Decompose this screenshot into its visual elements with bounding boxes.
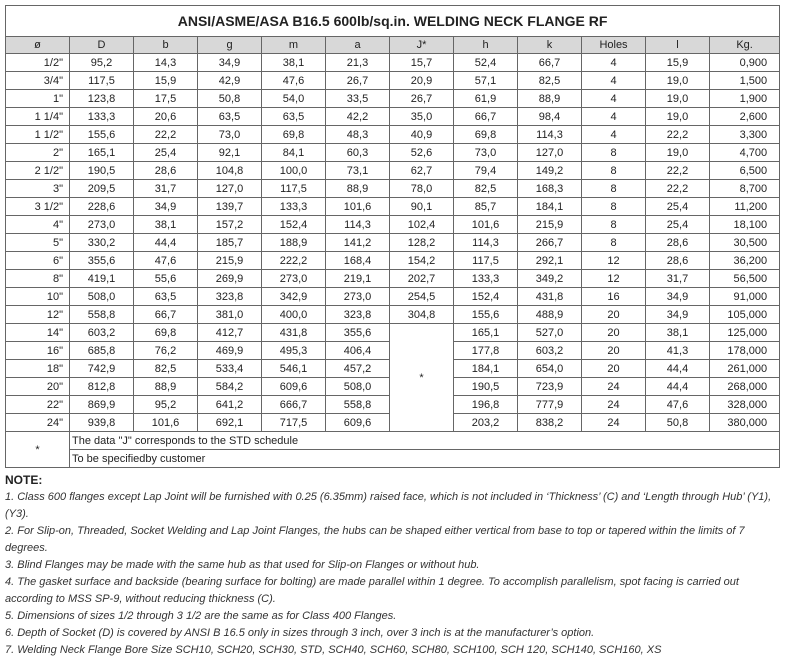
table-cell: 50,8 <box>646 414 710 432</box>
table-cell: 114,3 <box>454 234 518 252</box>
table-cell: 34,9 <box>134 198 198 216</box>
table-cell: 219,1 <box>326 270 390 288</box>
table-row <box>6 324 780 342</box>
table-cell: 641,2 <box>198 396 262 414</box>
table-cell: 127,0 <box>198 180 262 198</box>
table-cell: 558,8 <box>70 306 134 324</box>
note-6: 6. Depth of Socket (D) is covered by ANSI B 16.5 only in sizes through 3 inch, over 3 inch is at the manufacturer’s option. <box>5 627 595 639</box>
table-row <box>6 90 780 108</box>
column-header: m <box>262 37 326 54</box>
table-cell: 30,500 <box>710 234 780 252</box>
table-cell: 102,4 <box>390 216 454 234</box>
column-header: D <box>70 37 134 54</box>
table-cell: 457,2 <box>326 360 390 378</box>
table-cell: 42,9 <box>198 72 262 90</box>
table-cell: 95,2 <box>70 54 134 72</box>
table-cell: 742,9 <box>70 360 134 378</box>
table-cell: 133,3 <box>262 198 326 216</box>
table-cell: 28,6 <box>646 234 710 252</box>
table-cell: 431,8 <box>518 288 582 306</box>
table-cell: 527,0 <box>518 324 582 342</box>
table-cell: 52,4 <box>454 54 518 72</box>
table-cell: 777,9 <box>518 396 582 414</box>
table-cell: 2 1/2" <box>6 162 70 180</box>
table-cell: 69,8 <box>454 126 518 144</box>
column-header: l <box>646 37 710 54</box>
table-cell: 4,700 <box>710 144 780 162</box>
table-cell: 215,9 <box>198 252 262 270</box>
table-cell: 56,500 <box>710 270 780 288</box>
table-row <box>6 198 780 216</box>
table-cell: 3/4" <box>6 72 70 90</box>
table-cell: 266,7 <box>518 234 582 252</box>
table-cell: 90,1 <box>390 198 454 216</box>
table-cell: 203,2 <box>454 414 518 432</box>
table-cell: 44,4 <box>134 234 198 252</box>
table-cell: 209,5 <box>70 180 134 198</box>
table-cell: 50,8 <box>198 90 262 108</box>
table-cell: 157,2 <box>198 216 262 234</box>
table-row <box>6 162 780 180</box>
table-cell: 41,3 <box>646 342 710 360</box>
table-cell: 4 <box>582 108 646 126</box>
table-cell: 152,4 <box>262 216 326 234</box>
table-cell: 558,8 <box>326 396 390 414</box>
column-header: g <box>198 37 262 54</box>
table-footnote <box>6 432 780 468</box>
table-cell: 38,1 <box>262 54 326 72</box>
table-cell: 63,5 <box>198 108 262 126</box>
table-cell: 419,1 <box>70 270 134 288</box>
table-cell: 12" <box>6 306 70 324</box>
table-cell: 292,1 <box>518 252 582 270</box>
table-cell: 723,9 <box>518 378 582 396</box>
table-cell: 8,700 <box>710 180 780 198</box>
table-cell: 34,9 <box>646 306 710 324</box>
table-cell: 16 <box>582 288 646 306</box>
table-cell: 400,0 <box>262 306 326 324</box>
table-cell: 38,1 <box>134 216 198 234</box>
table-cell: 18" <box>6 360 70 378</box>
table-cell: 20,6 <box>134 108 198 126</box>
table-cell: 31,7 <box>646 270 710 288</box>
table-cell: 14,3 <box>134 54 198 72</box>
table-cell: 73,0 <box>198 126 262 144</box>
table-cell: 141,2 <box>326 234 390 252</box>
table-cell: 28,6 <box>134 162 198 180</box>
table-cell: 52,6 <box>390 144 454 162</box>
table-cell: 939,8 <box>70 414 134 432</box>
table-cell: 88,9 <box>518 90 582 108</box>
table-cell: 24 <box>582 396 646 414</box>
table-cell: 78,0 <box>390 180 454 198</box>
table-cell: 85,7 <box>454 198 518 216</box>
table-cell: 79,4 <box>454 162 518 180</box>
table-cell: 24 <box>582 378 646 396</box>
table-cell: 48,3 <box>326 126 390 144</box>
table-cell: 20" <box>6 378 70 396</box>
table-cell: 838,2 <box>518 414 582 432</box>
table-cell: 15,9 <box>134 72 198 90</box>
table-cell: 47,6 <box>134 252 198 270</box>
table-cell: 412,7 <box>198 324 262 342</box>
table-cell: 34,9 <box>198 54 262 72</box>
table-cell: 4 <box>582 72 646 90</box>
table-cell: 869,9 <box>70 396 134 414</box>
table-cell: 3" <box>6 180 70 198</box>
table-cell: 349,2 <box>518 270 582 288</box>
table-cell: 44,4 <box>646 360 710 378</box>
table-cell: 82,5 <box>454 180 518 198</box>
table-cell: 469,9 <box>198 342 262 360</box>
table-cell: 355,6 <box>70 252 134 270</box>
table-cell: 26,7 <box>390 90 454 108</box>
column-header: h <box>454 37 518 54</box>
table-cell: 38,1 <box>646 324 710 342</box>
table-cell: 128,2 <box>390 234 454 252</box>
table-cell: 100,0 <box>262 162 326 180</box>
table-cell: 273,0 <box>326 288 390 306</box>
table-cell: 40,9 <box>390 126 454 144</box>
table-cell: 69,8 <box>262 126 326 144</box>
table-cell: 66,7 <box>454 108 518 126</box>
table-cell: 101,6 <box>326 198 390 216</box>
column-header: k <box>518 37 582 54</box>
table-cell: 1 1/2" <box>6 126 70 144</box>
table-cell: 88,9 <box>134 378 198 396</box>
table-cell: 165,1 <box>70 144 134 162</box>
table-cell: 47,6 <box>646 396 710 414</box>
table-row <box>6 306 780 324</box>
table-cell: 1" <box>6 90 70 108</box>
table-cell: 22" <box>6 396 70 414</box>
table-cell: 178,000 <box>710 342 780 360</box>
table-cell: 139,7 <box>198 198 262 216</box>
table-cell: 508,0 <box>326 378 390 396</box>
table-cell: 11,200 <box>710 198 780 216</box>
note-5: 5. Dimensions of sizes 1/2 through 3 1/2 are the same as for Class 400 Flanges. <box>5 610 397 622</box>
column-header: Holes <box>582 37 646 54</box>
flange-dimensions-table <box>5 5 780 468</box>
table-cell: 584,2 <box>198 378 262 396</box>
table-cell: 133,3 <box>454 270 518 288</box>
table-cell: 15,9 <box>646 54 710 72</box>
table-cell: 117,5 <box>262 180 326 198</box>
table-cell: 431,8 <box>262 324 326 342</box>
table-cell: 55,6 <box>134 270 198 288</box>
table-cell: 33,5 <box>326 90 390 108</box>
table-cell: 188,9 <box>262 234 326 252</box>
table-cell: 185,7 <box>198 234 262 252</box>
table-cell: 19,0 <box>646 72 710 90</box>
table-cell: 685,8 <box>70 342 134 360</box>
table-cell: 24 <box>582 414 646 432</box>
note-7: 7. Welding Neck Flange Bore Size SCH10, SCH20, SCH30, STD, SCH40, SCH60, SCH80, SCH100, SCH 120, SCH140, SCH160, XS <box>5 644 662 656</box>
table-cell: 25,4 <box>646 216 710 234</box>
table-cell: 60,3 <box>326 144 390 162</box>
table-cell: 261,000 <box>710 360 780 378</box>
notes-title: NOTE: <box>5 473 43 487</box>
table-cell: 36,200 <box>710 252 780 270</box>
table-cell: 323,8 <box>326 306 390 324</box>
table-cell: 105,000 <box>710 306 780 324</box>
table-cell: 177,8 <box>454 342 518 360</box>
table-cell: 268,000 <box>710 378 780 396</box>
table-cell: 155,6 <box>70 126 134 144</box>
table-cell: 20 <box>582 342 646 360</box>
table-cell: 196,8 <box>454 396 518 414</box>
table-cell: 91,000 <box>710 288 780 306</box>
table-cell: 63,5 <box>262 108 326 126</box>
table-cell: 273,0 <box>70 216 134 234</box>
table-cell: 76,2 <box>134 342 198 360</box>
table-cell: 19,0 <box>646 108 710 126</box>
table-cell: 31,7 <box>134 180 198 198</box>
table-cell: 10" <box>6 288 70 306</box>
footnote-symbol: * <box>6 432 70 468</box>
table-cell: 54,0 <box>262 90 326 108</box>
table-cell: 20 <box>582 324 646 342</box>
table-cell: 380,000 <box>710 414 780 432</box>
table-cell: 8 <box>582 198 646 216</box>
table-cell: 73,1 <box>326 162 390 180</box>
table-cell: 202,7 <box>390 270 454 288</box>
flange-spec-sheet <box>5 5 779 468</box>
table-cell: 8 <box>582 216 646 234</box>
table-cell: 28,6 <box>646 252 710 270</box>
table-cell: 114,3 <box>326 216 390 234</box>
table-cell: 123,8 <box>70 90 134 108</box>
table-cell: 12 <box>582 252 646 270</box>
column-header: ø <box>6 37 70 54</box>
table-cell: 73,0 <box>454 144 518 162</box>
table-cell: 3 1/2" <box>6 198 70 216</box>
table-cell: 14" <box>6 324 70 342</box>
table-cell: 330,2 <box>70 234 134 252</box>
table-cell: 61,9 <box>454 90 518 108</box>
table-cell: 4 <box>582 90 646 108</box>
table-cell: 1,500 <box>710 72 780 90</box>
table-cell: 22,2 <box>646 180 710 198</box>
table-cell: 20,9 <box>390 72 454 90</box>
column-header-row <box>6 37 780 54</box>
column-header: Kg. <box>710 37 780 54</box>
table-cell: 168,4 <box>326 252 390 270</box>
table-cell: 8 <box>582 144 646 162</box>
table-cell: 155,6 <box>454 306 518 324</box>
table-cell: 6" <box>6 252 70 270</box>
table-cell: 8" <box>6 270 70 288</box>
table-cell: 101,6 <box>454 216 518 234</box>
table-cell: 342,9 <box>262 288 326 306</box>
table-cell: 42,2 <box>326 108 390 126</box>
table-cell: 18,100 <box>710 216 780 234</box>
column-header: a <box>326 37 390 54</box>
table-cell: 62,7 <box>390 162 454 180</box>
table-cell: 692,1 <box>198 414 262 432</box>
table-cell: 88,9 <box>326 180 390 198</box>
table-row <box>6 144 780 162</box>
footnote-j-std: The data "J" corresponds to the STD schedule <box>70 432 780 450</box>
table-cell: 3,300 <box>710 126 780 144</box>
table-cell: 8 <box>582 234 646 252</box>
table-cell: 406,4 <box>326 342 390 360</box>
table-cell: 190,5 <box>454 378 518 396</box>
table-cell: 2" <box>6 144 70 162</box>
notes-section <box>5 472 785 659</box>
table-cell: 603,2 <box>70 324 134 342</box>
table-row <box>6 54 780 72</box>
table-cell: 17,5 <box>134 90 198 108</box>
table-cell: 82,5 <box>134 360 198 378</box>
table-cell: 508,0 <box>70 288 134 306</box>
table-cell: 2,600 <box>710 108 780 126</box>
table-cell: 168,3 <box>518 180 582 198</box>
table-cell: 95,2 <box>134 396 198 414</box>
table-cell: 26,7 <box>326 72 390 90</box>
table-cell: 66,7 <box>518 54 582 72</box>
table-cell: 355,6 <box>326 324 390 342</box>
table-cell: 488,9 <box>518 306 582 324</box>
table-cell: 82,5 <box>518 72 582 90</box>
table-row <box>6 288 780 306</box>
table-cell: 35,0 <box>390 108 454 126</box>
table-cell: 1 1/4" <box>6 108 70 126</box>
table-cell: 127,0 <box>518 144 582 162</box>
table-cell: 149,2 <box>518 162 582 180</box>
table-cell: 666,7 <box>262 396 326 414</box>
table-cell: 84,1 <box>262 144 326 162</box>
table-cell: 184,1 <box>518 198 582 216</box>
footnote-customer: To be specifiedby customer <box>70 450 780 468</box>
table-cell: 228,6 <box>70 198 134 216</box>
table-cell: 304,8 <box>390 306 454 324</box>
table-cell: 5" <box>6 234 70 252</box>
table-cell: 8 <box>582 162 646 180</box>
table-cell: 184,1 <box>454 360 518 378</box>
table-cell: 328,000 <box>710 396 780 414</box>
column-header: J* <box>390 37 454 54</box>
table-cell: 603,2 <box>518 342 582 360</box>
note-3: 3. Blind Flanges may be made with the same hub as that used for Slip-on Flanges or without hub. <box>5 559 480 571</box>
table-row <box>6 180 780 198</box>
table-cell: 495,3 <box>262 342 326 360</box>
table-cell: 4 <box>582 126 646 144</box>
table-cell: 546,1 <box>262 360 326 378</box>
table-cell: 114,3 <box>518 126 582 144</box>
table-cell: 19,0 <box>646 144 710 162</box>
table-cell: 4" <box>6 216 70 234</box>
table-cell: 254,5 <box>390 288 454 306</box>
table-title: ANSI/ASME/ASA B16.5 600lb/sq.in. WELDING NECK FLANGE RF <box>6 6 780 37</box>
table-cell: 15,7 <box>390 54 454 72</box>
table-cell: 104,8 <box>198 162 262 180</box>
table-cell: 19,0 <box>646 90 710 108</box>
table-cell: 25,4 <box>134 144 198 162</box>
table-cell: 654,0 <box>518 360 582 378</box>
table-cell: 25,4 <box>646 198 710 216</box>
table-cell: 66,7 <box>134 306 198 324</box>
table-cell: 8 <box>582 180 646 198</box>
table-cell: 117,5 <box>454 252 518 270</box>
table-cell: 98,4 <box>518 108 582 126</box>
table-cell: 20 <box>582 360 646 378</box>
table-cell: 24" <box>6 414 70 432</box>
table-cell: 125,000 <box>710 324 780 342</box>
table-row <box>6 72 780 90</box>
table-cell: 323,8 <box>198 288 262 306</box>
table-cell: 47,6 <box>262 72 326 90</box>
table-cell: 63,5 <box>134 288 198 306</box>
table-cell: 190,5 <box>70 162 134 180</box>
table-cell: 12 <box>582 270 646 288</box>
table-cell: 609,6 <box>326 414 390 432</box>
table-cell: 34,9 <box>646 288 710 306</box>
table-cell: 44,4 <box>646 378 710 396</box>
table-cell: 273,0 <box>262 270 326 288</box>
table-body <box>6 54 780 432</box>
table-row <box>6 108 780 126</box>
table-row <box>6 126 780 144</box>
table-cell: 117,5 <box>70 72 134 90</box>
table-cell: 22,2 <box>646 126 710 144</box>
table-row <box>6 216 780 234</box>
table-cell: 57,1 <box>454 72 518 90</box>
table-cell: 20 <box>582 306 646 324</box>
column-header: b <box>134 37 198 54</box>
table-cell: 133,3 <box>70 108 134 126</box>
table-cell: 609,6 <box>262 378 326 396</box>
table-cell: 21,3 <box>326 54 390 72</box>
table-cell: 533,4 <box>198 360 262 378</box>
table-row <box>6 252 780 270</box>
table-row <box>6 270 780 288</box>
table-cell: 154,2 <box>390 252 454 270</box>
table-cell: 0,900 <box>710 54 780 72</box>
table-cell: 16" <box>6 342 70 360</box>
note-2: 2. For Slip-on, Threaded, Socket Welding and Lap Joint Flanges, the hubs can be shaped either vertical from base to top or tapered within the limits of 7 degrees. <box>5 525 745 554</box>
table-cell: 165,1 <box>454 324 518 342</box>
table-cell: 69,8 <box>134 324 198 342</box>
table-cell: 6,500 <box>710 162 780 180</box>
table-cell: 152,4 <box>454 288 518 306</box>
note-4: 4. The gasket surface and backside (bearing surface for bolting) are made parallel within 1 degree. To accomplish parallelism, spot facing is carried out according to MSS SP-9, without reducing thickness (C). <box>5 576 739 605</box>
table-cell: 22,2 <box>134 126 198 144</box>
table-cell: 92,1 <box>198 144 262 162</box>
table-cell: 4 <box>582 54 646 72</box>
table-cell: 215,9 <box>518 216 582 234</box>
table-cell: 717,5 <box>262 414 326 432</box>
table-cell: 812,8 <box>70 378 134 396</box>
table-cell: 1,900 <box>710 90 780 108</box>
table-cell: 101,6 <box>134 414 198 432</box>
j-to-be-specified-cell: * <box>390 324 454 432</box>
table-row <box>6 234 780 252</box>
table-cell: 381,0 <box>198 306 262 324</box>
table-cell: 1/2" <box>6 54 70 72</box>
table-cell: 22,2 <box>646 162 710 180</box>
note-1: 1. Class 600 flanges except Lap Joint will be furnished with 0.25 (6.35mm) raised face, which is not included in ‘Thickness’ (C) and ‘Length through Hub’ (Y1), (Y3). <box>5 491 772 520</box>
table-cell: 222,2 <box>262 252 326 270</box>
table-cell: 269,9 <box>198 270 262 288</box>
